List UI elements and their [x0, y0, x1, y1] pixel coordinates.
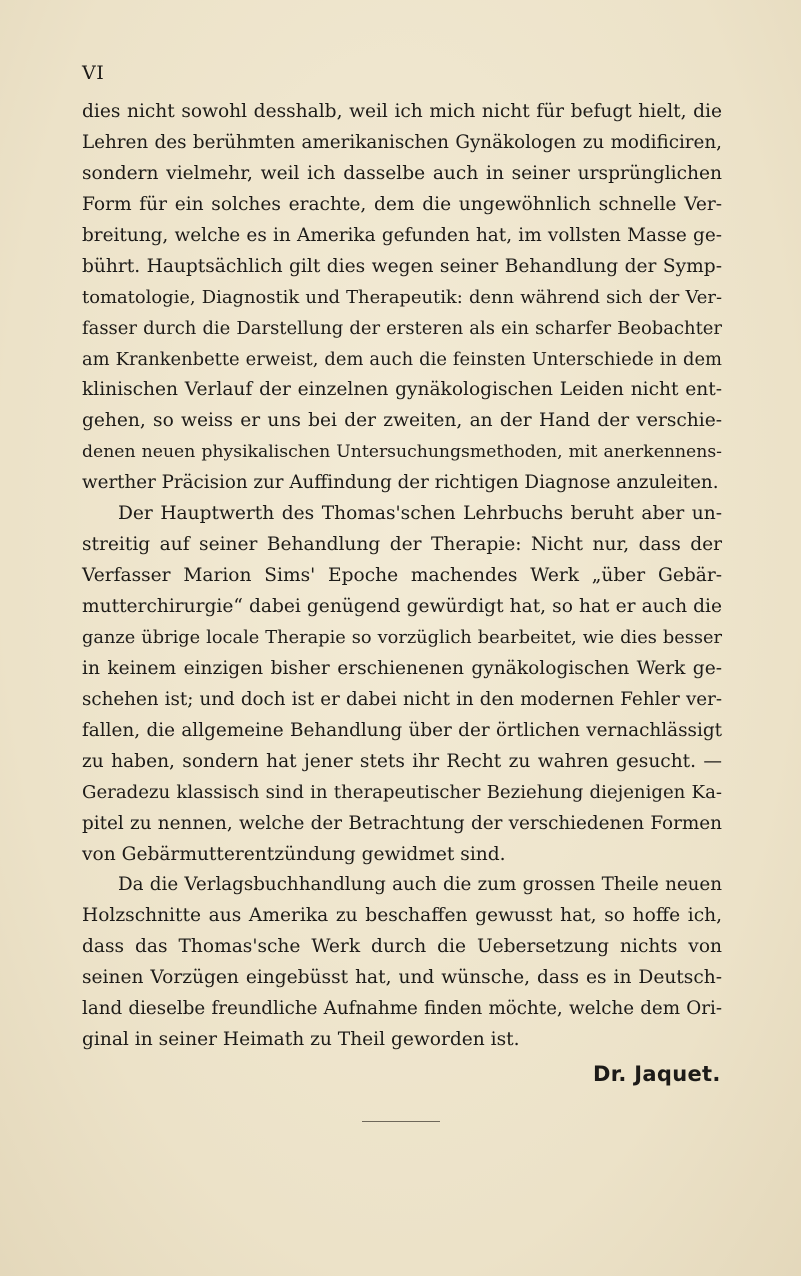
text-line: Da die Verlagsbuchhandlung auch die zum grossen Theile neuen: [118, 874, 722, 896]
body-text: [82, 97, 722, 1056]
text-line: zu haben, sondern hat jener stets ihr Recht zu wahren gesucht. —: [82, 750, 722, 772]
text-line: Holzschnitte aus Amerika zu beschaffen gewusst hat, so hoffe ich,: [82, 905, 722, 927]
text-line: Verfasser Marion Sims' Epoche machendes Werk „über Gebär-: [82, 565, 722, 587]
text-line: werther Präcision zur Auffindung der richtigen Diagnose anzuleiten.: [82, 472, 719, 494]
text-line: Form für ein solches erachte, dem die ungewöhnlich schnelle Ver-: [82, 193, 722, 215]
text-line: in keinem einzigen bisher erschienenen gynäkologischen Werk ge-: [82, 657, 722, 679]
text-line: Lehren des berühmten amerikanischen Gynäkologen zu modificiren,: [82, 131, 722, 153]
text-line: am Krankenbette erweist, dem auch die feinsten Unterschiede in dem: [82, 348, 722, 370]
page-number: VI: [82, 62, 105, 84]
text-line: dies nicht sowohl desshalb, weil ich mich nicht für befugt hielt, die: [82, 101, 722, 122]
text-line: seinen Vorzügen eingebüsst hat, und wünsche, dass es in Deutsch-: [82, 967, 722, 989]
text-line: klinischen Verlauf der einzelnen gynäkologischen Leiden nicht ent-: [82, 379, 722, 401]
text-line: Der Hauptwerth des Thomas'schen Lehrbuchs beruht aber un-: [118, 503, 722, 525]
text-line: Geradezu klassisch sind in therapeutischer Beziehung diejenigen Ka-: [82, 781, 722, 803]
text-line: schehen ist; und doch ist er dabei nicht in den modernen Fehler ver-: [82, 688, 722, 710]
author-signature: Dr. Jaquet.: [593, 1062, 721, 1086]
text-line: ganze übrige locale Therapie so vorzüglich bearbeitet, wie dies besser: [82, 627, 722, 648]
text-line: von Gebärmutterentzündung gewidmet sind.: [82, 843, 506, 865]
text-line: fasser durch die Darstellung der ersteren als ein scharfer Beobachter: [82, 317, 722, 339]
text-line: ginal in seiner Heimath zu Theil geworden ist.: [82, 1029, 520, 1051]
paragraph-1: [82, 97, 722, 499]
text-line: tomatologie, Diagnostik und Therapeutik: denn während sich der Ver-: [82, 286, 722, 308]
text-line: fallen, die allgemeine Behandlung über der örtlichen vernachlässigt: [82, 719, 722, 741]
paragraph-2: [82, 499, 722, 870]
paragraph-3: [82, 870, 722, 1056]
text-line: sondern vielmehr, weil ich dasselbe auch in seiner ursprünglichen: [82, 162, 722, 184]
closing-rule: [362, 1121, 440, 1122]
text-line: bührt. Hauptsächlich gilt dies wegen seiner Behandlung der Symp-: [82, 255, 722, 277]
text-line: land dieselbe freundliche Aufnahme finden möchte, welche dem Ori-: [82, 998, 722, 1020]
text-line: denen neuen physikalischen Untersuchungsmethoden, mit anerkennens-: [82, 442, 722, 463]
text-line: breitung, welche es in Amerika gefunden hat, im vollsten Masse ge-: [82, 224, 722, 246]
text-line: mutterchirurgie“ dabei genügend gewürdigt hat, so hat er auch die: [82, 596, 722, 617]
text-line: pitel zu nennen, welche der Betrachtung der verschiedenen Formen: [82, 812, 722, 834]
text-line: streitig auf seiner Behandlung der Therapie: Nicht nur, dass der: [82, 534, 722, 556]
text-line: gehen, so weiss er uns bei der zweiten, an der Hand der verschie-: [82, 410, 722, 432]
text-line: dass das Thomas'sche Werk durch die Uebersetzung nichts von: [82, 936, 722, 958]
